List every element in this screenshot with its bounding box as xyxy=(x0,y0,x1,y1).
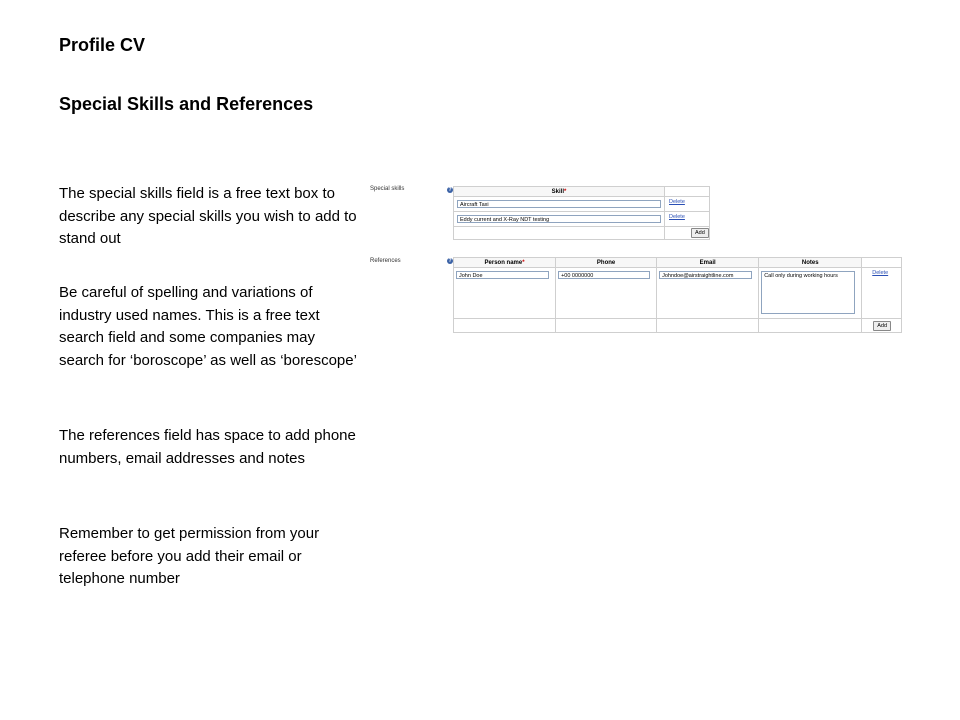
skills-help-icon[interactable]: ? xyxy=(448,187,452,193)
paragraph-special-skills: The special skills field is a free text box to describe any special skills you wish to add to stand out xyxy=(59,185,357,247)
email-input[interactable]: Johndoe@airstraightline.com xyxy=(659,271,752,279)
delete-link[interactable]: Delete xyxy=(669,199,685,205)
skill-column-header: Skill* xyxy=(454,187,665,197)
table-row xyxy=(454,268,902,319)
notes-textarea[interactable]: Call only during working hours xyxy=(761,271,855,314)
delete-link[interactable]: Delete xyxy=(669,214,685,220)
phone-header: Phone xyxy=(556,258,657,268)
person-name-input[interactable]: John Doe xyxy=(456,271,549,279)
paragraph-spelling: Be careful of spelling and variations of industry used names. This is a free text search field and some companies may search for ‘boroscope’ as well as ‘borescope’ xyxy=(59,284,357,369)
add-skill-button[interactable]: Add xyxy=(691,228,709,238)
paragraph-permission: Remember to get permission from your referee before you add their email or telephone number xyxy=(59,525,320,587)
references-label: References xyxy=(370,258,401,264)
skill-input[interactable]: Aircraft Taxi xyxy=(457,200,661,208)
section-subtitle: Special Skills and References xyxy=(59,94,314,114)
table-row xyxy=(454,212,710,227)
special-skills-label: Special skills xyxy=(370,186,405,192)
paragraph-references: The references field has space to add phone numbers, email addresses and notes xyxy=(59,427,356,467)
skills-table xyxy=(453,186,710,240)
email-header: Email xyxy=(657,258,759,268)
person-name-header: Person name* xyxy=(454,258,556,268)
skill-input[interactable]: Eddy current and X-Ray NDT testing xyxy=(457,215,661,223)
delete-link[interactable]: Delete xyxy=(872,270,889,276)
page-title: Profile CV xyxy=(59,35,146,55)
phone-input[interactable]: +00 0000000 xyxy=(558,271,650,279)
table-row xyxy=(454,197,710,212)
notes-header: Notes xyxy=(759,258,862,268)
references-table xyxy=(453,257,902,333)
references-help-icon[interactable]: ? xyxy=(448,258,452,264)
add-reference-button[interactable]: Add xyxy=(873,321,891,331)
